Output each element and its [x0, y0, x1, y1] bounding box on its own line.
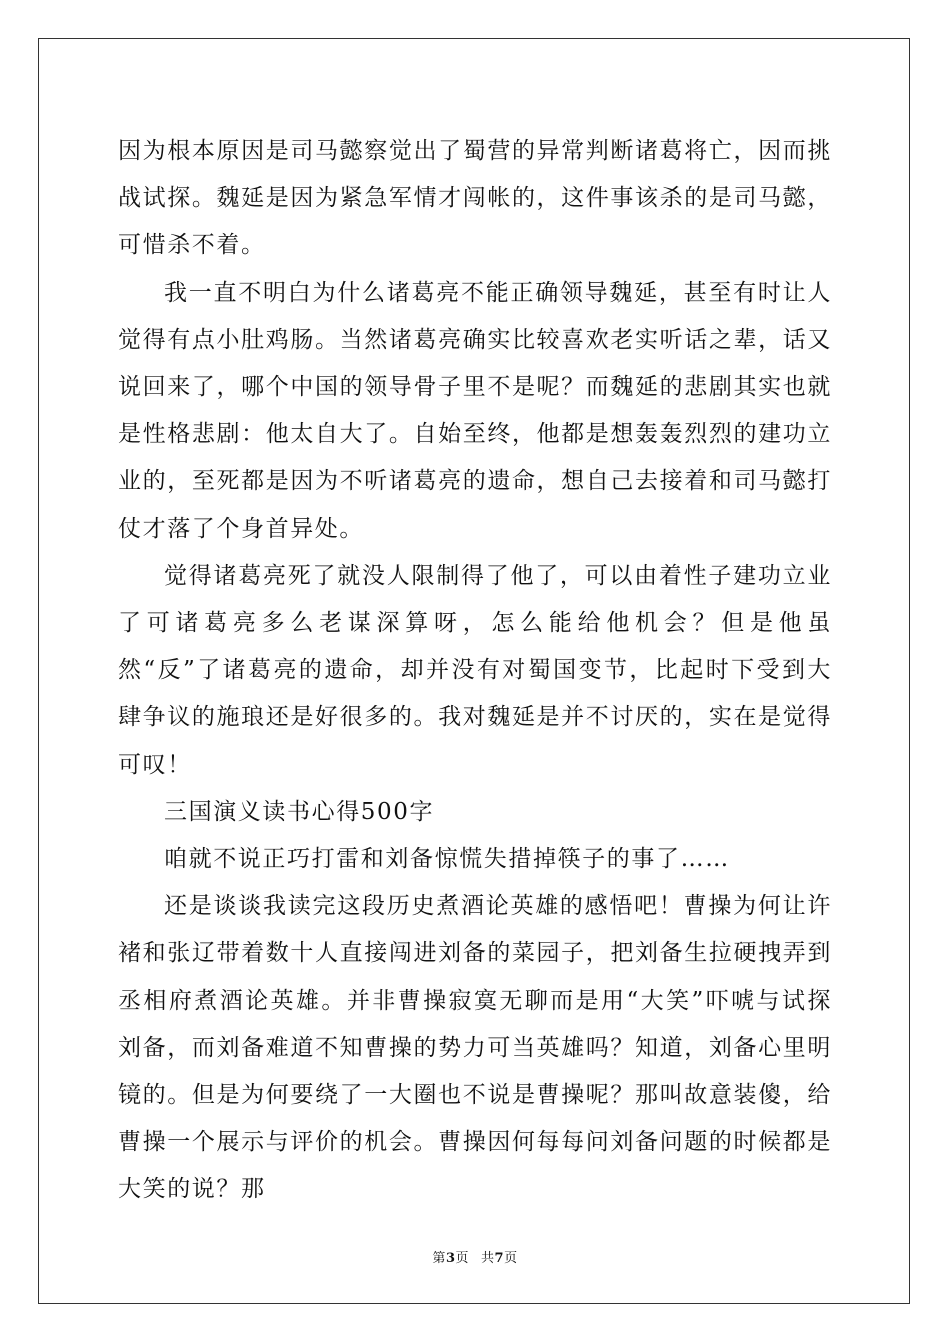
current-page-number: 3	[445, 1251, 456, 1266]
paragraph: 咱就不说正巧打雷和刘备惊慌失措掉筷子的事了……	[164, 846, 730, 873]
paragraph: 我一直不明白为什么诸葛亮不能正确领导魏延，甚至有时让人觉得有点小肚鸡肠。当然诸葛亮确实比较喜欢老实听话之辈，话又说回来了，哪个中国的领导骨子里不是呢？而魏延的悲剧其实也就是性格悲剧：他太自大了。自始至终，他都是想轰轰烈烈的建功立业的，至死都是因为不听诸葛亮的遗命，想自己去接着和司马懿打仗才落了个身首异处。	[118, 279, 832, 542]
paragraph: 觉得诸葛亮死了就没人限制得了他了，可以由着性子建功立业了可诸葛亮多么老谋深算呀，怎么能给他机会？但是他虽然“反”了诸葛亮的遗命，却并没有对蜀国变节，比起时下受到大肆争议的施琅还是好很多的。我对魏延是并不讨厌的，实在是觉得可叹！	[118, 562, 832, 778]
section-heading: 三国演义读书心得500字	[164, 798, 435, 825]
document-body	[118, 128, 832, 1214]
page-number-label: 第3页	[432, 1251, 469, 1266]
total-pages-number: 7	[494, 1251, 505, 1266]
paragraph: 还是谈谈我读完这段历史煮酒论英雄的感悟吧！曹操为何让许褚和张辽带着数十人直接闯进刘备的菜园子，把刘备生拉硬拽弄到丞相府煮酒论英雄。并非曹操寂寞无聊而是用“大笑”吓唬与试探刘备，而刘备难道不知曹操的势力可当英雄吗？知道，刘备心里明镜的。但是为何要绕了一大圈也不说是曹操呢？那叫故意装傻，给曹操一个展示与评价的机会。曹操因何每每问刘备问题的时候都是大笑的说？那	[118, 893, 832, 1203]
page-footer	[0, 1247, 950, 1266]
total-pages-label: 共7页	[481, 1251, 518, 1266]
paragraph-continued: 因为根本原因是司马懿察觉出了蜀营的异常判断诸葛将亡，因而挑战试探。魏延是因为紧急军情才闯帐的，这件事该杀的是司马懿，可惜杀不着。	[118, 138, 832, 259]
